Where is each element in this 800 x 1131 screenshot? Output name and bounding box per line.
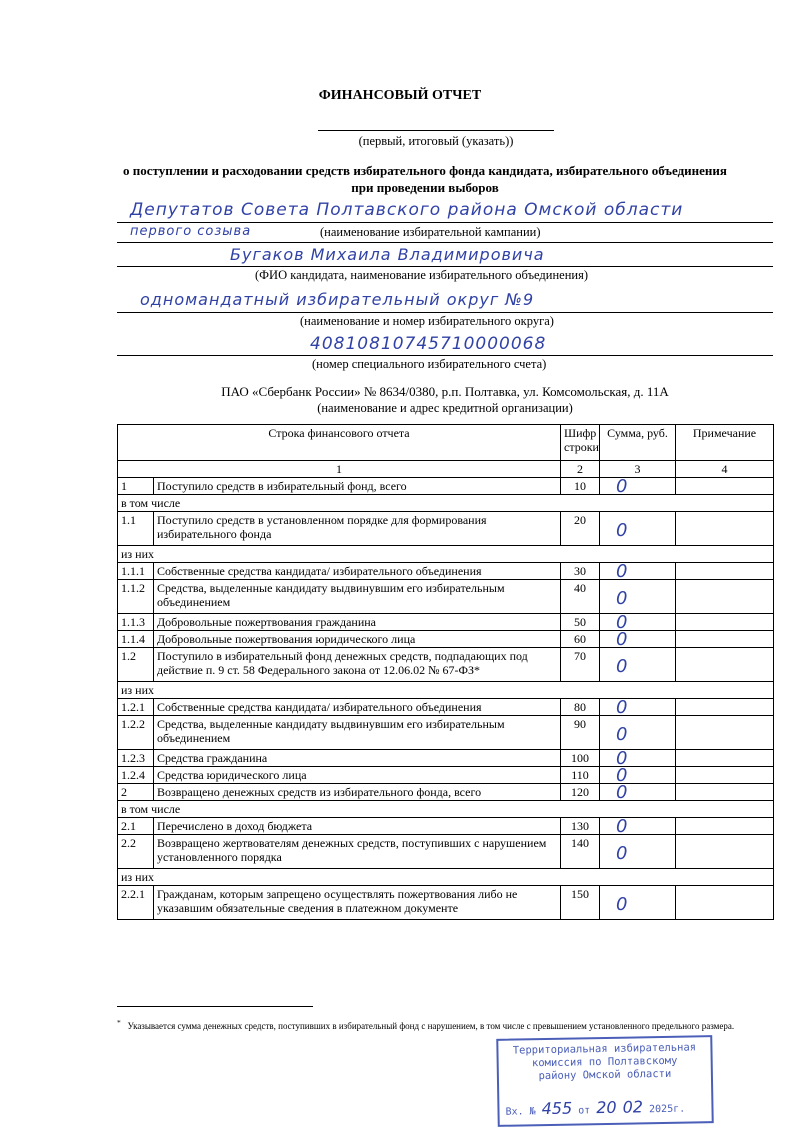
row-note [676, 563, 774, 580]
candidate-caption: (ФИО кандидата, наименование избирательного объединения) [255, 268, 589, 282]
table-row [118, 648, 774, 682]
row-sum-handwritten: 0 [616, 656, 628, 677]
row-sum-cell [600, 614, 676, 631]
document-title: ФИНАНСОВЫЙ ОТЧЕТ [318, 88, 482, 103]
header-sum: Сумма, руб. [600, 425, 676, 461]
row-number: 1.1 [118, 512, 154, 546]
separator-label: в том числе [118, 801, 774, 818]
row-number: 1.2.4 [118, 767, 154, 784]
row-sum-cell [600, 648, 676, 682]
header-report-line: Строка финансового отчета [118, 425, 561, 461]
row-number: 1.2.1 [118, 699, 154, 716]
row-number: 1.2 [118, 648, 154, 682]
separator-label: в том числе [118, 495, 774, 512]
row-label: Добровольные пожертвования юридического лица [154, 631, 561, 648]
row-label: Поступило в избирательный фонд денежных средств, подпадающих под действие п. 9 ст. 58 Федерального закона от 12.06.02 № 67-ФЗ* [154, 648, 561, 682]
stamp-line-2: комиссия по Полтавскому [531, 1054, 678, 1070]
row-sum-handwritten: 0 [616, 697, 628, 718]
district-caption: (наименование и номер избирательного округа) [300, 314, 554, 328]
row-number: 1.1.4 [118, 631, 154, 648]
row-note [676, 767, 774, 784]
candidate-handwritten: Бугаков Михаила Владимировича [230, 245, 545, 264]
stamp-from-label: от [578, 1105, 591, 1117]
row-sum-handwritten: 0 [616, 843, 628, 864]
row-sum-handwritten: 0 [616, 724, 628, 745]
row-code: 10 [561, 478, 600, 495]
row-sum-cell [600, 784, 676, 801]
table-row [118, 750, 774, 767]
row-label: Средства гражданина [154, 750, 561, 767]
registration-stamp [496, 1035, 714, 1127]
report-type-line [318, 130, 554, 131]
table-row [118, 716, 774, 750]
table-row [118, 614, 774, 631]
table-row [118, 835, 774, 869]
separator-label: из них [118, 546, 774, 563]
table-separator-row [118, 869, 774, 886]
row-note [676, 512, 774, 546]
row-number: 1.1.3 [118, 614, 154, 631]
row-note [676, 818, 774, 835]
table-row [118, 631, 774, 648]
table-separator-row [118, 682, 774, 699]
footnote-divider [117, 1006, 313, 1007]
row-note [676, 648, 774, 682]
row-code: 120 [561, 784, 600, 801]
account-line [117, 355, 773, 356]
row-label: Добровольные пожертвования гражданина [154, 614, 561, 631]
table-row [118, 818, 774, 835]
stamp-in-label: Вх. № [505, 1106, 536, 1118]
footnote-marker: * [117, 1018, 121, 1027]
footnote-text: Указывается сумма денежных средств, поступивших в избирательный фонд с нарушением, в том числе с превышением установленного предельного размера. [127, 1021, 735, 1031]
account-handwritten: 40810810745710000068 [310, 334, 547, 354]
row-code: 40 [561, 580, 600, 614]
table-separator-row [118, 495, 774, 512]
campaign-handwritten-line-2: первого созыва [130, 224, 252, 239]
campaign-line-2 [117, 242, 773, 243]
table-row [118, 478, 774, 495]
row-number: 1.2.2 [118, 716, 154, 750]
row-label: Перечислено в доход бюджета [154, 818, 561, 835]
row-label: Поступило средств в избирательный фонд, всего [154, 478, 561, 495]
bank-caption: (наименование и адрес кредитной организации) [317, 401, 573, 415]
financial-report-table [117, 424, 774, 920]
row-sum-cell [600, 478, 676, 495]
row-sum-cell [600, 886, 676, 920]
row-label: Поступило средств в установленном порядке для формирования избирательного фонда [154, 512, 561, 546]
row-label: Возвращено жертвователям денежных средств, поступивших с нарушением установленного порядка [154, 835, 561, 869]
row-sum-handwritten: 0 [616, 612, 628, 633]
row-code: 110 [561, 767, 600, 784]
row-note [676, 750, 774, 767]
row-label: Собственные средства кандидата/ избирательного объединения [154, 563, 561, 580]
district-line [117, 312, 773, 313]
row-code: 150 [561, 886, 600, 920]
stamp-day: 20 [596, 1097, 617, 1118]
row-number: 2.2.1 [118, 886, 154, 920]
campaign-line-1 [117, 222, 773, 223]
row-note [676, 835, 774, 869]
separator-label: из них [118, 682, 774, 699]
row-note [676, 699, 774, 716]
row-sum-handwritten: 0 [616, 894, 628, 915]
row-note [676, 784, 774, 801]
row-sum-cell [600, 580, 676, 614]
stamp-registration-line [505, 1097, 686, 1119]
col-number-2: 2 [561, 461, 600, 478]
stamp-line-1: Территориальная избирательная [512, 1041, 697, 1057]
col-number-1: 1 [118, 461, 561, 478]
row-number: 1 [118, 478, 154, 495]
table-column-numbers [118, 461, 774, 478]
row-code: 20 [561, 512, 600, 546]
document-subtitle [95, 162, 755, 196]
row-code: 70 [561, 648, 600, 682]
row-label: Гражданам, которым запрещено осуществлять пожертвования либо не указавшим обязательные сведения в платежном документе [154, 886, 561, 920]
row-code: 50 [561, 614, 600, 631]
row-code: 90 [561, 716, 600, 750]
row-note [676, 580, 774, 614]
row-sum-cell [600, 716, 676, 750]
row-sum-handwritten: 0 [616, 816, 628, 837]
row-label: Собственные средства кандидата/ избирательного объединения [154, 699, 561, 716]
table-separator-row [118, 546, 774, 563]
row-code: 140 [561, 835, 600, 869]
row-label: Возвращено денежных средств из избирательного фонда, всего [154, 784, 561, 801]
row-label: Средства, выделенные кандидату выдвинувшим его избирательным объединением [154, 716, 561, 750]
col-number-3: 3 [600, 461, 676, 478]
row-note [676, 716, 774, 750]
row-sum-handwritten: 0 [616, 629, 628, 650]
district-handwritten: одномандатный избирательный округ №9 [140, 290, 535, 309]
row-sum-cell [600, 750, 676, 767]
row-sum-handwritten: 0 [616, 588, 628, 609]
stamp-in-number: 455 [541, 1098, 573, 1119]
account-caption: (номер специального избирательного счета) [312, 357, 547, 371]
table-header-row [118, 425, 774, 461]
row-code: 130 [561, 818, 600, 835]
row-sum-cell [600, 818, 676, 835]
stamp-month: 02 [622, 1097, 644, 1117]
row-note [676, 614, 774, 631]
report-type-caption: (первый, итоговый (указать)) [358, 134, 514, 148]
row-sum-cell [600, 699, 676, 716]
row-sum-handwritten: 0 [616, 476, 628, 497]
col-number-4: 4 [676, 461, 774, 478]
row-number: 1.1.1 [118, 563, 154, 580]
row-sum-handwritten: 0 [616, 748, 628, 769]
table-separator-row [118, 801, 774, 818]
row-note [676, 631, 774, 648]
stamp-year: 2025г. [648, 1103, 686, 1116]
row-sum-handwritten: 0 [616, 782, 628, 803]
subtitle-line-1: о поступлении и расходовании средств избирательного фонда кандидата, избирательного объединения [123, 163, 727, 178]
row-label: Средства, выделенные кандидату выдвинувшим его избирательным объединением [154, 580, 561, 614]
row-sum-handwritten: 0 [616, 520, 628, 541]
table-row [118, 580, 774, 614]
bank-name: ПАО «Сбербанк России» № 8634/0380, р.п. Полтавка, ул. Комсомольская, д. 11А [221, 384, 669, 399]
row-note [676, 886, 774, 920]
row-note [676, 478, 774, 495]
table-row [118, 512, 774, 546]
row-number: 2.1 [118, 818, 154, 835]
table-row [118, 563, 774, 580]
row-sum-cell [600, 512, 676, 546]
row-sum-handwritten: 0 [616, 765, 628, 786]
table-row [118, 699, 774, 716]
stamp-line-3: району Омской области [538, 1067, 672, 1083]
candidate-line [117, 266, 773, 267]
footnote [117, 1016, 757, 1033]
row-code: 100 [561, 750, 600, 767]
row-sum-cell [600, 767, 676, 784]
row-number: 2 [118, 784, 154, 801]
campaign-caption: (наименование избирательной кампании) [320, 225, 541, 239]
row-number: 1.1.2 [118, 580, 154, 614]
table-row [118, 784, 774, 801]
row-code: 60 [561, 631, 600, 648]
row-sum-cell [600, 835, 676, 869]
row-sum-cell [600, 563, 676, 580]
table-row [118, 767, 774, 784]
table-row [118, 886, 774, 920]
row-sum-handwritten: 0 [616, 561, 628, 582]
header-note: Примечание [676, 425, 774, 461]
row-number: 2.2 [118, 835, 154, 869]
row-code: 80 [561, 699, 600, 716]
header-line-code: Шифр строки [561, 425, 600, 461]
row-number: 1.2.3 [118, 750, 154, 767]
subtitle-line-2: при проведении выборов [351, 180, 499, 195]
row-code: 30 [561, 563, 600, 580]
separator-label: из них [118, 869, 774, 886]
campaign-handwritten-line-1: Депутатов Совета Полтавского района Омской области [130, 200, 684, 220]
row-sum-cell [600, 631, 676, 648]
row-label: Средства юридического лица [154, 767, 561, 784]
